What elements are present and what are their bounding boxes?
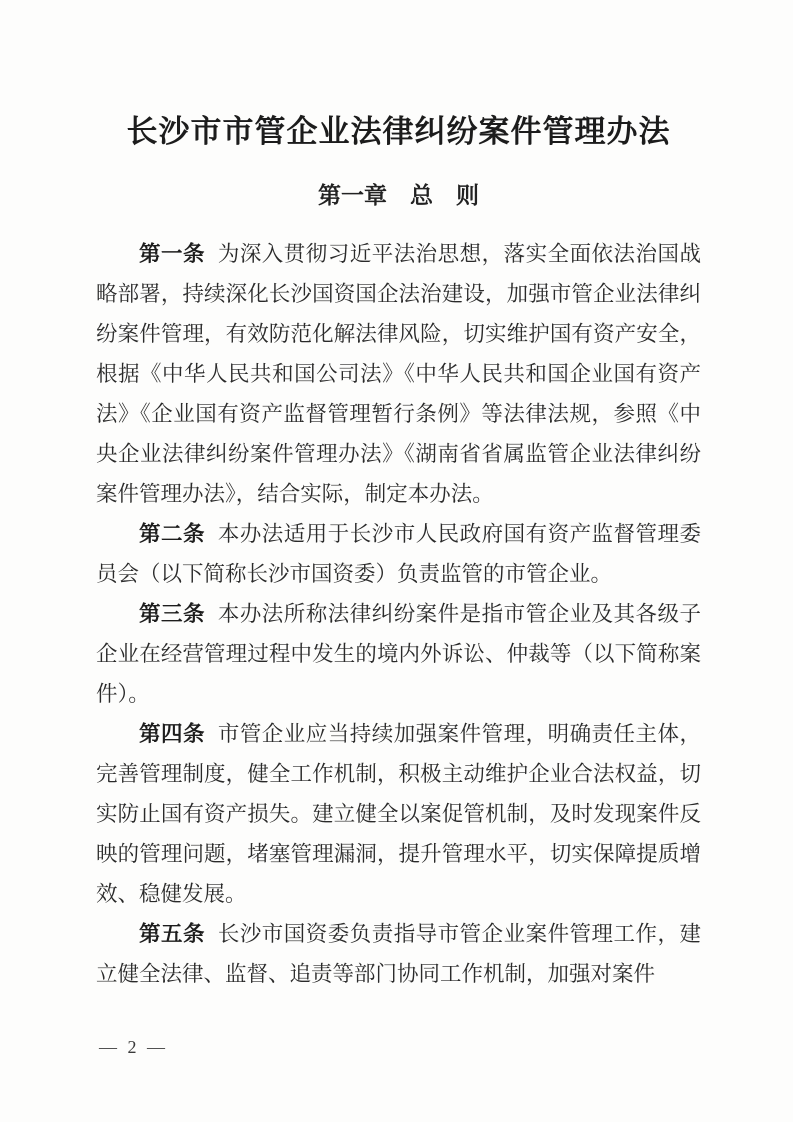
document-title: 长沙市市管企业法律纠纷案件管理办法	[126, 114, 671, 149]
document-content	[96, 110, 701, 994]
article-text: 为深入贯彻习近平法治思想，落实全面依法治国战略部署，持续深化长沙国资国企法治建设，加强市管企业法律纠纷案件管理，有效防范化解法律风险，切实维护国有资产安全，根据《中华人民共和国公司法》《中华人民共和国企业国有资产法》《企业国有资产监督管理暂行条例》等法律法规，参照《中央企业法律纠纷案件管理办法》《湖南省省属监管企业法律纠纷案件管理办法》，结合实际，制定本办法。	[96, 242, 701, 506]
article-text: 本办法适用于长沙市人民政府国有资产监督管理委员会（以下简称长沙市国资委）负责监管的市管企业。	[96, 522, 701, 586]
article-text: 市管企业应当持续加强案件管理，明确责任主体，完善管理制度，健全工作机制，积极主动维护企业合法权益，切实防止国有资产损失。建立健全以案促管机制，及时发现案件反映的管理问题，堵塞管理漏洞，提升管理水平，切实保障提质增效、稳健发展。	[96, 722, 701, 906]
page-number: — 2 —	[99, 1037, 168, 1057]
chapter-heading: 第一章 总 则	[318, 183, 479, 208]
article-body	[96, 234, 701, 994]
article-paragraph	[96, 514, 701, 594]
article-label: 第五条	[139, 922, 205, 946]
article-paragraph	[96, 594, 701, 714]
article-text: 长沙市国资委负责指导市管企业案件管理工作，建立健全法律、监督、追责等部门协同工作机制，加强对案件	[96, 922, 701, 986]
article-label: 第三条	[139, 602, 205, 626]
article-text: 本办法所称法律纠纷案件是指市管企业及其各级子企业在经营管理过程中发生的境内外诉讼、仲裁等（以下简称案件）。	[96, 602, 701, 706]
article-paragraph	[96, 234, 701, 514]
article-label: 第一条	[139, 242, 205, 266]
article-label: 第二条	[139, 522, 205, 546]
article-label: 第四条	[139, 722, 205, 746]
article-paragraph	[96, 714, 701, 914]
article-paragraph	[96, 914, 701, 994]
